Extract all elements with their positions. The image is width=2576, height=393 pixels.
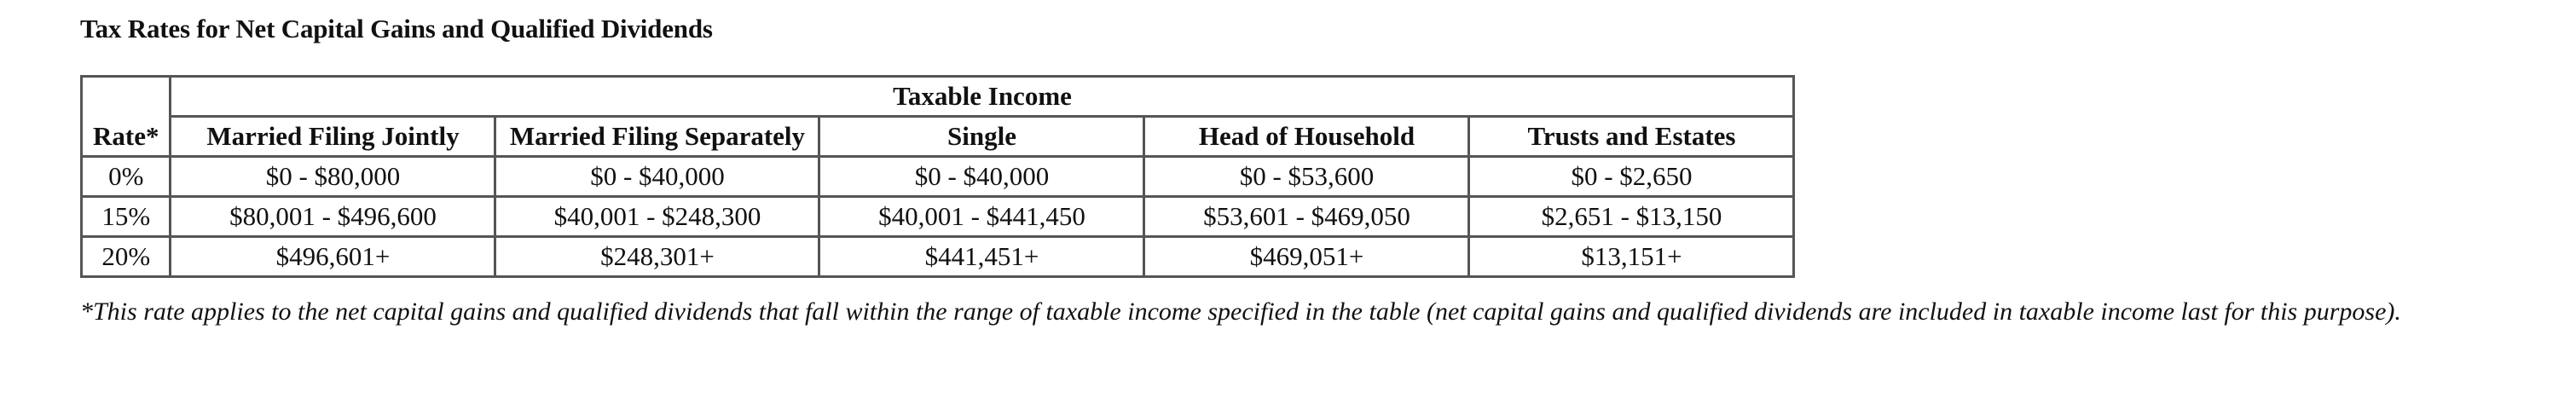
- table-row: [82, 157, 1794, 197]
- table-cell: $0 - $40,000: [819, 157, 1144, 197]
- table-row: [82, 197, 1794, 237]
- table-cell: $40,001 - $248,300: [495, 197, 819, 237]
- column-header-married-filing-separately: Married Filing Separately: [495, 117, 819, 157]
- table-cell: $13,151+: [1469, 237, 1794, 277]
- column-header-trusts-and-estates: Trusts and Estates: [1469, 117, 1794, 157]
- table-cell: $441,451+: [819, 237, 1144, 277]
- table-cell: $0 - $80,000: [171, 157, 495, 197]
- page-title: Tax Rates for Net Capital Gains and Qualified Dividends: [80, 14, 713, 43]
- column-header-married-filing-jointly: Married Filing Jointly: [171, 117, 495, 157]
- rate-cell: 15%: [82, 197, 171, 237]
- table-header-row-group: [82, 77, 1794, 117]
- table-cell: $0 - $53,600: [1144, 157, 1469, 197]
- table-row: [82, 237, 1794, 277]
- table-header-row-columns: [82, 117, 1794, 157]
- rate-cell: 20%: [82, 237, 171, 277]
- table-cell: $0 - $40,000: [495, 157, 819, 197]
- column-header-single: Single: [819, 117, 1144, 157]
- table-cell: $496,601+: [171, 237, 495, 277]
- taxable-income-group-header: Taxable Income: [171, 77, 1794, 117]
- table-cell: $0 - $2,650: [1469, 157, 1794, 197]
- rate-column-header: Rate*: [82, 77, 171, 157]
- table-cell: $469,051+: [1144, 237, 1469, 277]
- table-cell: $53,601 - $469,050: [1144, 197, 1469, 237]
- table-cell: $248,301+: [495, 237, 819, 277]
- tax-rates-table: [80, 75, 1795, 278]
- table-cell: $40,001 - $441,450: [819, 197, 1144, 237]
- table-cell: $2,651 - $13,150: [1469, 197, 1794, 237]
- table-cell: $80,001 - $496,600: [171, 197, 495, 237]
- rate-cell: 0%: [82, 157, 171, 197]
- tax-rates-section: [80, 12, 1795, 278]
- table-footnote: *This rate applies to the net capital gains and qualified dividends that fall within the range of taxable income specified in the table (net capital gains and qualified dividends are included in taxable income last for this purpose).: [80, 298, 2401, 326]
- column-header-head-of-household: Head of Household: [1144, 117, 1469, 157]
